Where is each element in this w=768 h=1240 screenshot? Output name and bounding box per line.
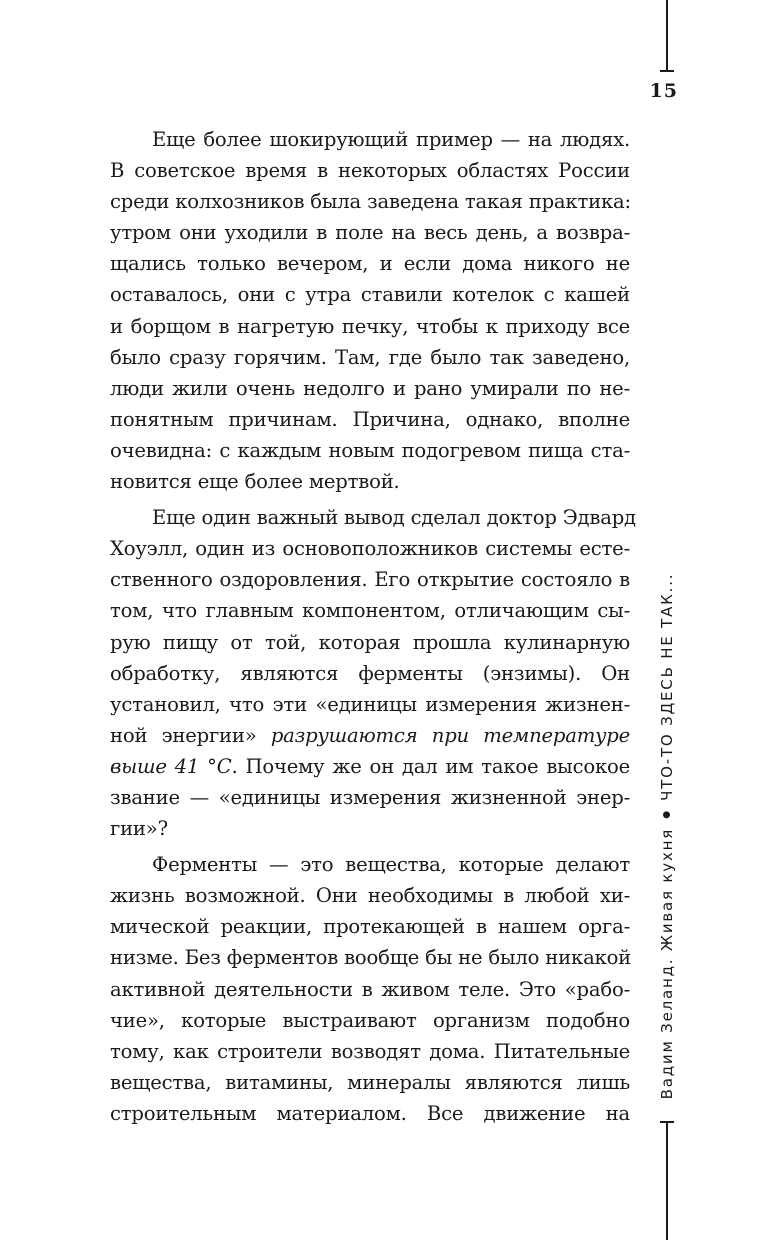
body-text <box>110 124 636 1129</box>
text-line: щались только вечером, и если дома никого не <box>110 252 630 276</box>
text-line: Ферменты — это вещества, которые делают <box>152 853 630 877</box>
paragraph-2 <box>110 502 636 844</box>
text-line: звание — «единицы измерения жизненной энер- <box>110 785 630 809</box>
bottom-rule-cap <box>660 1121 674 1123</box>
text-line: жизнь возможной. Они необходимы в любой хи- <box>110 884 630 908</box>
text-line: Еще один важный вывод сделал доктор Эдвард <box>152 506 636 530</box>
text-line: активной деятельности в живом теле. Это «рабо- <box>110 977 630 1001</box>
text-line: гии»? <box>110 817 168 841</box>
text-line: оставалось, они с утра ставили котелок с кашей <box>110 283 630 307</box>
text-line: понятным причинам. Причина, однако, вполне <box>110 407 630 431</box>
text-line: новится еще более мертвой. <box>110 470 400 494</box>
text-line: и борщом в нагретую печку, чтобы к приходу все <box>110 314 630 338</box>
text-line-mixed <box>110 751 630 782</box>
top-vertical-rule <box>666 0 668 72</box>
text-line: ственного оздоровления. Его открытие состояло в <box>110 568 630 592</box>
bottom-vertical-rule <box>666 1122 668 1240</box>
text-line: среди колхозников была заведена такая практика: <box>110 190 631 214</box>
running-head-chapter: ЧТО-ТО ЗДЕСЬ НЕ ТАК... <box>658 572 676 801</box>
text-line: В советское время в некоторых областях России <box>110 159 630 183</box>
text-line: обработку, являются ферменты (энзимы). Он <box>110 661 630 685</box>
running-head-author-title: Вадим Зеланд. Живая кухня <box>658 827 676 1100</box>
text-line: было сразу горячим. Там, где было так заведено, <box>110 345 630 369</box>
text-line: установил, что эти «единицы измерения жизнен- <box>110 692 630 716</box>
bullet-dot-icon <box>663 811 670 818</box>
italic-text-segment: выше 41 °С <box>110 754 232 778</box>
text-segment: . Почему же он дал им такое высокое <box>231 754 630 778</box>
text-line: чие», которые выстраивают организм подобно <box>110 1008 630 1032</box>
text-line: строительным материалом. Все движение на <box>110 1101 630 1125</box>
text-line: тому, как строители возводят дома. Питательные <box>110 1039 630 1063</box>
text-line-mixed <box>110 720 630 751</box>
paragraph-3 <box>110 849 630 1129</box>
text-line: вещества, витамины, минералы являются лишь <box>110 1070 630 1094</box>
running-head <box>658 573 676 1100</box>
paragraph-1 <box>110 124 630 497</box>
top-rule-cap <box>660 70 674 72</box>
text-line: Хоуэлл, один из основоположников системы есте- <box>110 537 630 561</box>
text-line: рую пищу от той, которая прошла кулинарную <box>110 630 630 654</box>
text-line: низме. Без ферментов вообще бы не было никакой <box>110 946 632 970</box>
text-line: Еще более шокирующий пример — на людях. <box>152 128 630 151</box>
text-line: люди жили очень недолго и рано умирали по не- <box>110 376 630 400</box>
italic-text-segment: разрушаются при температуре <box>270 723 630 747</box>
text-segment: ной энергии» <box>110 723 271 747</box>
page-number: 15 <box>649 80 678 102</box>
text-line: мической реакции, протекающей в нашем орга- <box>110 915 630 939</box>
text-line: очевидна: с каждым новым подогревом пища ста- <box>110 438 630 462</box>
text-line: том, что главным компонентом, отличающим сы- <box>110 599 630 623</box>
text-line: утром они уходили в поле на весь день, а возвра- <box>110 221 630 245</box>
